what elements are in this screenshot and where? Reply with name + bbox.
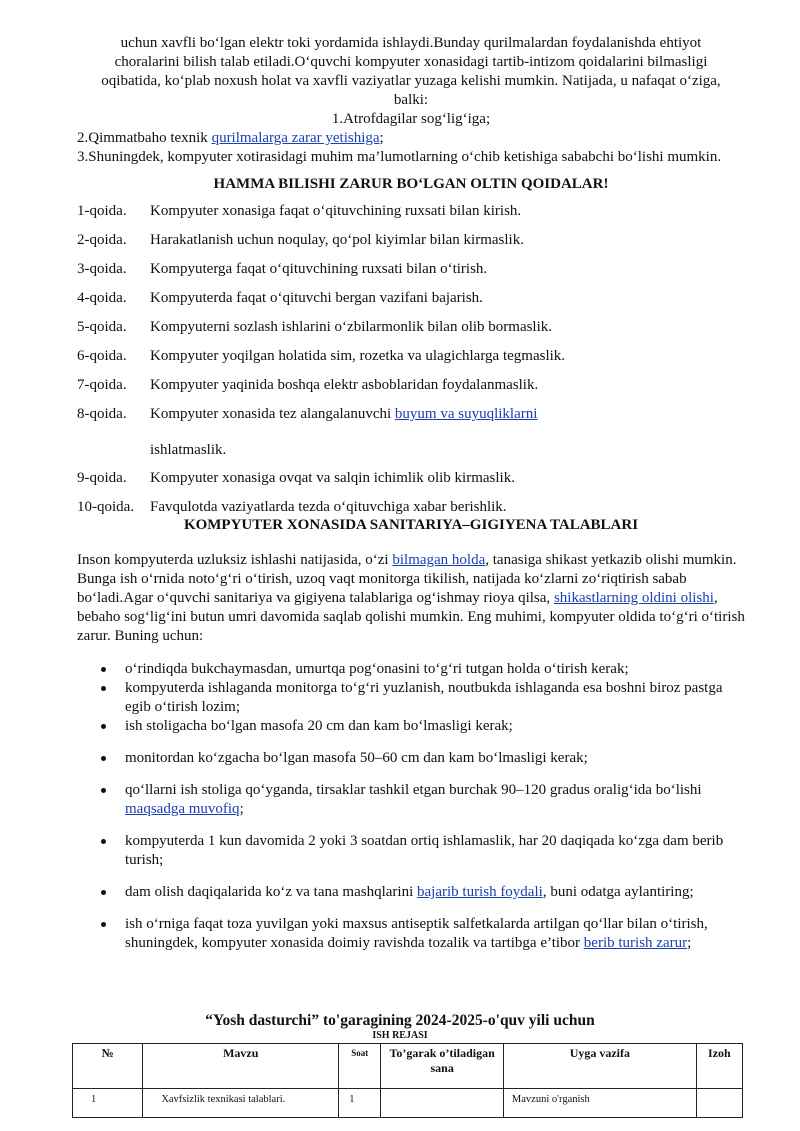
rules-heading: HAMMA BILISHI ZARUR BO‘LGAN OLTIN QOIDALAR! xyxy=(213,176,609,192)
rule-item xyxy=(77,376,745,405)
document-page xyxy=(77,34,745,966)
rule-number: 5-qoida. xyxy=(77,319,127,335)
rule-number: 4-qoida. xyxy=(77,290,127,306)
rule-text: Kompyuterda faqat o‘qituvchi bergan vazifani bajarish. xyxy=(150,290,483,306)
rule-number: 10-qoida. xyxy=(77,499,135,515)
consequence-item-2: 2.Qimmatbaho texnik qurilmalarga zarar yetishiga; xyxy=(77,130,384,146)
bullet-item: o‘rindiqda bukchaymasdan, umurtqa pog‘onasini to‘g‘ri tutgan holda o‘tirish kerak; xyxy=(77,660,745,679)
rule-number: 1-qoida. xyxy=(77,203,127,219)
table-row xyxy=(73,1089,743,1118)
rule-text: Kompyuter yoqilgan holatida sim, rozetka va ulagichlarga tegmaslik. xyxy=(150,348,566,364)
col-note-header: Izoh xyxy=(696,1044,742,1089)
cell-homework: Mavzuni o'rganish xyxy=(503,1089,696,1118)
rule-text: Kompyuterni sozlash ishlarini o‘zbilarmonlik bilan olib bormaslik. xyxy=(150,319,553,335)
cell-hours: 1 xyxy=(339,1089,381,1118)
col-homework-header: Uyga vazifa xyxy=(503,1044,696,1089)
bullet-item: qo‘llarni ish stoliga qo‘yganda, tirsaklar tashkil etgan burchak 90–120 gradus oralig‘ida bo‘lishi maqsadga muvofiq; xyxy=(77,781,745,819)
rule-item xyxy=(77,231,745,260)
rule-number: 6-qoida. xyxy=(77,348,127,364)
rule-number: 8-qoida. xyxy=(77,406,127,422)
rule-text: Favqulotda vaziyatlarda tezda o‘qituvchiga xabar berishlik. xyxy=(150,499,507,515)
rule-number: 7-qoida. xyxy=(77,377,127,393)
rule-text: Kompyuter xonasida tez alangalanuvchi buyum va suyuqliklarni xyxy=(150,406,538,422)
consequence-item-3: 3.Shuningdek, kompyuter xotirasidagi muhim ma’lumotlarning o‘chib ketishiga sababchi bo‘lishi mumkin. xyxy=(77,149,722,165)
rule-item xyxy=(77,260,745,289)
rule-item xyxy=(77,202,745,231)
intro-paragraph xyxy=(77,34,745,129)
col-date-header: To’garak o’tiladigan sana xyxy=(381,1044,504,1089)
rule-text: Kompyuter xonasiga faqat o‘qituvchining ruxsati bilan kirish. xyxy=(150,203,522,219)
table-header-row xyxy=(73,1044,743,1089)
rules-list xyxy=(77,202,745,405)
rule-number: 3-qoida. xyxy=(77,261,127,277)
exercise-useful-link[interactable]: bajarib turish foydali xyxy=(417,884,543,900)
col-number-header: № xyxy=(73,1044,143,1089)
flammable-items-link[interactable]: buyum va suyuqliklarni xyxy=(394,406,538,422)
rule-item xyxy=(77,289,745,318)
bullet-item: ish o‘rniga faqat toza yuvilgan yoki maxsus antiseptik salfetkalarda artilgan qo‘llar bilan o‘tirish, shuningdek, kompyuter xonasida doimiy ravishda tozalik va tartibga e’tibor berib turish zarur; xyxy=(77,915,745,953)
col-hours-header: Soat xyxy=(339,1044,381,1089)
rule-text: Kompyuterga faqat o‘qituvchining ruxsati bilan o‘tirish. xyxy=(150,261,488,277)
cell-note xyxy=(696,1089,742,1118)
work-plan-table xyxy=(72,1043,743,1118)
cell-number: 1 xyxy=(73,1089,143,1118)
unknowingly-link[interactable]: bilmagan holda xyxy=(392,552,486,568)
bullet-item: dam olish daqiqalarida ko‘z va tana mashqlarini bajarib turish foydali, buni odatga aylantiring; xyxy=(77,883,745,902)
rule-item xyxy=(77,498,745,517)
rule-number: 9-qoida. xyxy=(77,470,127,486)
bullet-item: kompyuterda ishlaganda monitorga to‘g‘ri yuzlanish, noutbukda ishlaganda esa boshni biroz pastga egib o‘tirish lozim; xyxy=(77,679,745,717)
rule-text: Kompyuter yaqinida boshqa elektr asboblaridan foydalanmaslik. xyxy=(150,377,539,393)
rule-text: Kompyuter xonasiga ovqat va salqin ichimlik olib kirmaslik. xyxy=(150,470,515,486)
sanitary-heading: KOMPYUTER XONASIDA SANITARIYA–GIGIYENA TALABLARI xyxy=(183,517,639,533)
rule-number: 2-qoida. xyxy=(77,232,127,248)
sanitary-paragraph: Inson kompyuterda uzluksiz ishlashi natijasida, o‘zi bilmagan holda, tanasiga shikast yetkazib olishi mumkin. Bunga ish o‘rnida noto‘g‘ri o‘tirish, uzoq vaqt monitorga tikilish, natijada ko‘zlarni zo‘riqtirish sabab bo‘ladi.Agar o‘quvchi sanitariya va gigiyena talablariga og‘ishmay rioya qilsa, shikastlarning oldini olishi, bebaho sog‘lig‘ini butun umri davomida saqlab qolishi mumkin. Eng muhimi, kompyuter oldida to‘g‘ri o‘tirish zarur. Buning uchun: xyxy=(77,552,745,644)
devices-damage-link[interactable]: qurilmalarga zarar yetishiga xyxy=(211,130,380,146)
rule-item xyxy=(77,469,745,498)
intro-line: balki: xyxy=(393,92,429,108)
bullet-item: ish stoligacha bo‘lgan masofa 20 cm dan kam bo‘lmasligi kerak; xyxy=(77,717,745,736)
col-topic-header: Mavzu xyxy=(143,1044,339,1089)
plan-title: “Yosh dasturchi” to'garagining 2024-2025-o'quv yili uchun xyxy=(205,1012,595,1029)
hygiene-bullet-list xyxy=(77,660,745,953)
plan-subtitle: ISH REJASI xyxy=(372,1030,428,1041)
rule-item xyxy=(77,405,745,441)
consequence-item-1: 1.Atrofdagilar sog‘lig‘iga; xyxy=(331,111,491,127)
prevent-injuries-link[interactable]: shikastlarning oldini olishi xyxy=(553,590,714,606)
bullet-item: monitordan ko‘zgacha bo‘lgan masofa 50–60 cm dan kam bo‘lmasligi kerak; xyxy=(77,749,745,768)
rule-text-continuation: ishlatmaslik. xyxy=(150,442,227,458)
rule-item xyxy=(77,347,745,376)
intro-line: uchun xavfli bo‘lgan elektr toki yordamida ishlaydi.Bunday qurilmalardan foydalanishda ehtiyot xyxy=(120,35,702,51)
rule-item xyxy=(77,318,745,347)
intro-line: choralarini bilish talab etiladi.O‘quvchi kompyuter xonasidagi tartib-intizom qoidalarini bilmasligi xyxy=(114,54,708,70)
advisable-link[interactable]: maqsadga muvofiq xyxy=(125,801,240,817)
cell-topic: Xavfsizlik texnikasi talablari. xyxy=(143,1089,339,1118)
pay-attention-link[interactable]: berib turish zarur xyxy=(583,935,688,951)
intro-line: oqibatida, ko‘plab noxush holat va xavfli vaziyatlar yuzaga kelishi mumkin. Natijada, u nafaqat o‘ziga, xyxy=(101,73,721,89)
rule-text: Harakatlanish uchun noqulay, qo‘pol kiyimlar bilan kirmaslik. xyxy=(150,232,524,248)
cell-date xyxy=(381,1089,504,1118)
bullet-item: kompyuterda 1 kun davomida 2 yoki 3 soatdan ortiq ishlamaslik, har 20 daqiqada ko‘zga dam berib turish; xyxy=(77,832,745,870)
